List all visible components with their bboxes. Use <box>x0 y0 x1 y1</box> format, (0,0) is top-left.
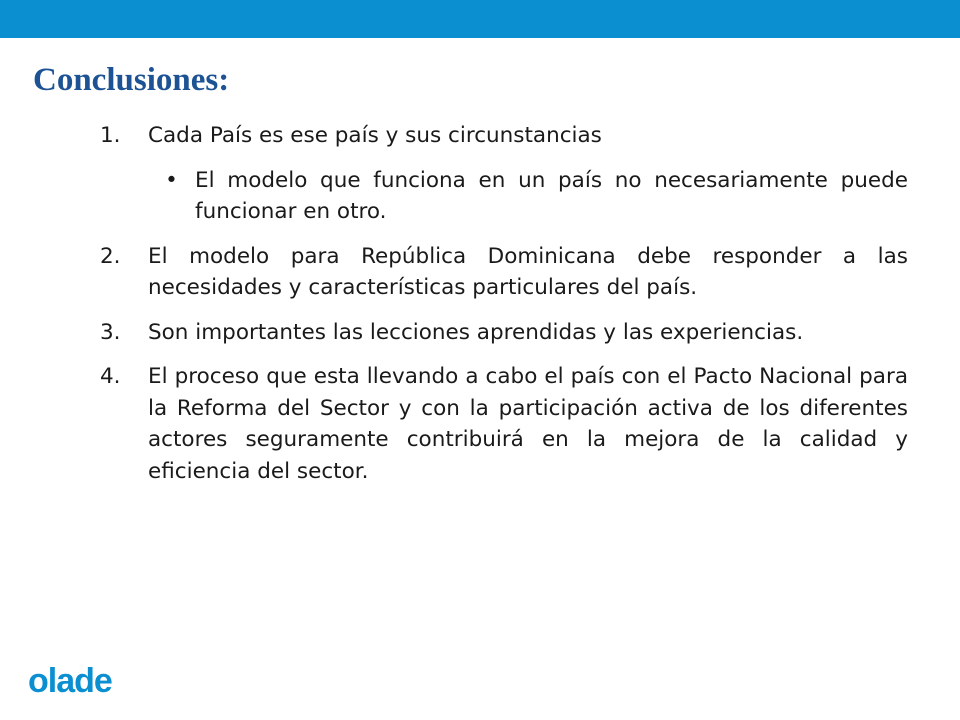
sub-list-item <box>148 165 908 228</box>
list-item <box>100 361 908 487</box>
list-item <box>100 317 908 349</box>
sub-item-text: El modelo que funciona en un país no necesariamente puede funcionar en otro. <box>195 167 908 224</box>
conclusions-list <box>100 120 908 500</box>
item-text: El proceso que esta llevando a cabo el país con el Pacto Nacional para la Reforma del Sector y con la participación activa de los diferentes actores seguramente contribuirá en la mejora de la calidad y eficiencia del sector. <box>148 364 908 484</box>
top-banner <box>0 0 960 38</box>
item-text: Cada País es ese país y sus circunstancias <box>148 123 602 148</box>
list-item <box>100 241 908 304</box>
item-number: 1. <box>100 123 121 148</box>
slide-title: Conclusiones: <box>33 62 230 98</box>
olade-logo: olade <box>28 662 112 700</box>
item-number: 3. <box>100 319 121 345</box>
list-item <box>100 120 908 152</box>
bullet-icon: • <box>165 167 178 193</box>
item-number: 2. <box>100 243 121 269</box>
item-text: El modelo para República Dominicana debe responder a las necesidades y características particulares del país. <box>148 243 908 300</box>
item-text: Son importantes las lecciones aprendidas y las experiencias. <box>148 319 804 345</box>
item-number: 4. <box>100 364 121 389</box>
